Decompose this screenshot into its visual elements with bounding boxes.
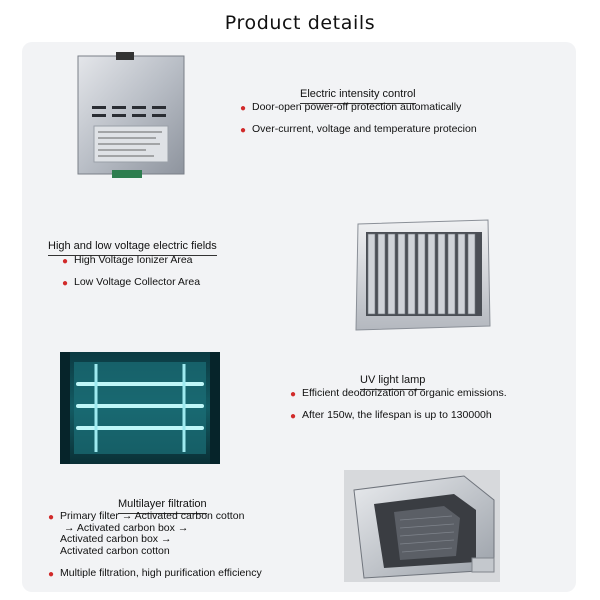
section-heading: Multilayer filtration <box>118 498 207 514</box>
red-dot-icon: ● <box>240 125 247 136</box>
section-heading: UV light lamp <box>360 374 425 390</box>
red-dot-icon: ● <box>290 411 297 422</box>
list-item: ● Efficient deodorization of organic emissions. <box>290 387 507 400</box>
red-dot-icon: ● <box>48 569 55 580</box>
list-item: ● Door-open power-off protection automatically <box>240 101 462 114</box>
list-item: ● Over-current, voltage and temperature protecion <box>240 123 477 136</box>
list-item: ● High Voltage Ionizer Area <box>62 254 193 267</box>
list-item: ● Primary filter → Activated carbon cotton → Activated carbon box → Activated carbon box → Activated carbon cotton <box>48 510 245 557</box>
list-item: ● Low Voltage Collector Area <box>62 276 201 289</box>
red-dot-icon: ● <box>62 256 69 267</box>
filtration-bullets <box>46 503 262 580</box>
page-title: Product details <box>224 12 376 34</box>
section-heading: High and low voltage electric fields <box>48 240 217 256</box>
red-dot-icon: ● <box>48 512 55 523</box>
list-item: ● Multiple filtration, high purification efficiency <box>48 567 262 580</box>
voltage-bullets <box>60 245 200 289</box>
power-supply-photo <box>76 52 186 182</box>
section-heading: Electric intensity control <box>300 88 416 104</box>
list-item: ● After 150w, the lifespan is up to 130000h <box>290 409 492 422</box>
electrostatic-module-photo <box>348 218 494 332</box>
electric-bullets <box>238 92 477 136</box>
red-dot-icon: ● <box>62 278 69 289</box>
red-dot-icon: ● <box>240 103 247 114</box>
uv-lamp-photo <box>60 352 220 464</box>
red-dot-icon: ● <box>290 389 297 400</box>
uv-bullets <box>288 378 507 422</box>
filter-unit-photo <box>344 470 500 582</box>
